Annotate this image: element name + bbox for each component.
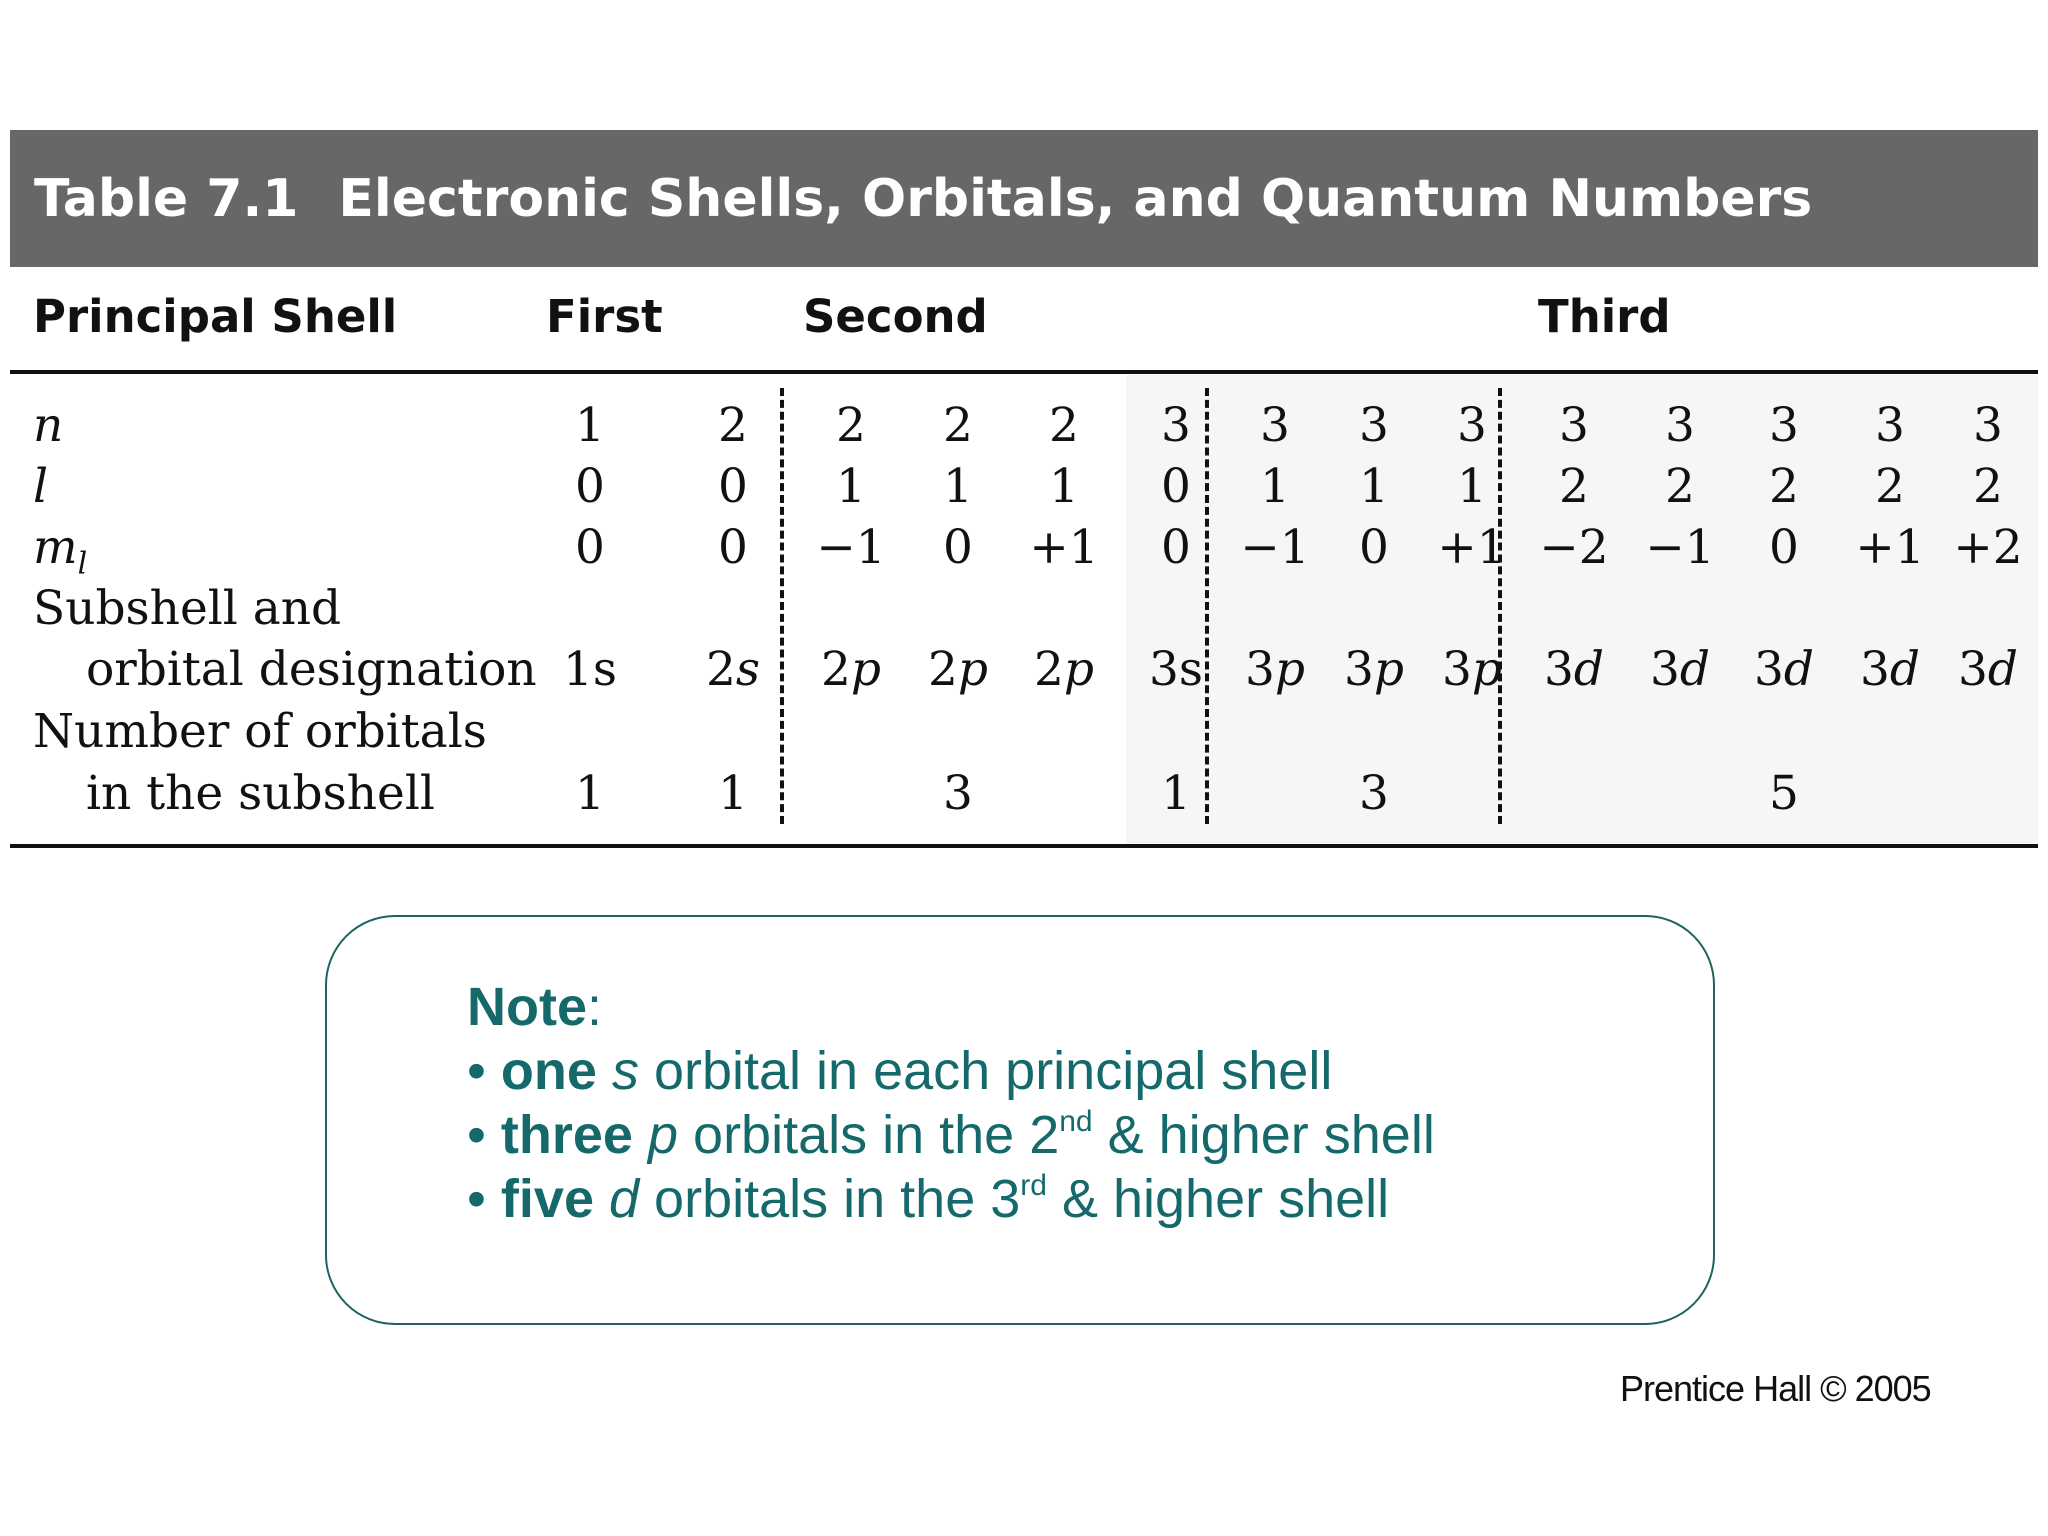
- table-number: Table 7.1: [34, 168, 299, 229]
- row-label-count-2: in the subshell: [86, 766, 435, 821]
- n-value: 3: [1260, 398, 1290, 453]
- l-value: 2: [1559, 459, 1589, 514]
- header-principal-shell: Principal Shell: [33, 290, 398, 343]
- orbital-designation: 2p: [928, 642, 988, 697]
- n-value: 3: [1875, 398, 1905, 453]
- orbital-count: 1: [1161, 766, 1191, 821]
- orbital-designation: 2p: [1034, 642, 1094, 697]
- copyright-credit: Prentice Hall © 2005: [1620, 1368, 1931, 1409]
- orbital-designation: 3p: [1245, 642, 1305, 697]
- l-value: 2: [1769, 459, 1799, 514]
- orbital-count: 1: [718, 766, 748, 821]
- l-value: 1: [836, 459, 866, 514]
- l-value: 0: [575, 459, 605, 514]
- note-heading-line: Note:: [467, 977, 603, 1037]
- subshell-divider: [1205, 388, 1209, 824]
- n-value: 2: [1049, 398, 1079, 453]
- l-value: 2: [1665, 459, 1695, 514]
- ml-value: 0: [1161, 520, 1191, 575]
- orbital-designation: 3p: [1442, 642, 1502, 697]
- note-text: [467, 975, 1435, 1231]
- header-first: First: [546, 290, 663, 343]
- subshell-divider: [780, 388, 784, 824]
- ml-value: +2: [1953, 520, 2023, 575]
- row-label-subshell-1: Subshell and: [33, 581, 342, 636]
- l-value: 0: [718, 459, 748, 514]
- n-value: 3: [1457, 398, 1487, 453]
- row-label-l: l: [33, 459, 49, 514]
- l-value: 0: [1161, 459, 1191, 514]
- orbital-count: 3: [943, 766, 973, 821]
- ml-value: 0: [1769, 520, 1799, 575]
- n-value: 2: [943, 398, 973, 453]
- row-label-subshell-2: orbital designation: [86, 642, 537, 697]
- orbital-designation: 3d: [1860, 642, 1920, 697]
- header-second: Second: [803, 290, 988, 343]
- row-label-ml: $m_l$: [33, 520, 88, 582]
- row-label-count-1: Number of orbitals: [33, 704, 487, 759]
- n-value: 3: [1769, 398, 1799, 453]
- orbital-count: 5: [1769, 766, 1799, 821]
- table-title: Electronic Shells, Orbitals, and Quantum Numbers: [338, 168, 1813, 229]
- l-value: 1: [1049, 459, 1079, 514]
- note-line-one: • one s orbital in each principal shell: [467, 1041, 1333, 1101]
- orbital-designation: 3d: [1650, 642, 1710, 697]
- l-value: 1: [1457, 459, 1487, 514]
- orbital-designation: 3s: [1148, 642, 1204, 697]
- subshell-divider: [1498, 388, 1502, 824]
- orbital-designation: 1s: [562, 642, 618, 697]
- table-title-bar: [10, 130, 2038, 267]
- orbital-designation: 2p: [821, 642, 881, 697]
- ml-value: 0: [718, 520, 748, 575]
- row-label-n: n: [33, 398, 64, 453]
- orbital-designation: 3d: [1544, 642, 1604, 697]
- ml-value: −2: [1539, 520, 1609, 575]
- n-value: 1: [575, 398, 605, 453]
- orbital-count: 1: [575, 766, 605, 821]
- n-value: 3: [1665, 398, 1695, 453]
- ml-value: −1: [1240, 520, 1310, 575]
- ml-value: 0: [1359, 520, 1389, 575]
- ml-value: +1: [1029, 520, 1099, 575]
- orbital-designation: 3d: [1958, 642, 2018, 697]
- n-value: 3: [1161, 398, 1191, 453]
- note-line-three: • three p orbitals in the 2nd & higher shell: [467, 1105, 1435, 1165]
- header-third: Third: [1538, 290, 1671, 343]
- ml-value: −1: [816, 520, 886, 575]
- n-value: 3: [1359, 398, 1389, 453]
- l-value: 1: [1359, 459, 1389, 514]
- ml-value: 0: [943, 520, 973, 575]
- ml-value: −1: [1645, 520, 1715, 575]
- ml-value: +1: [1855, 520, 1925, 575]
- ml-value: 0: [575, 520, 605, 575]
- n-value: 3: [1559, 398, 1589, 453]
- orbital-designation: 3d: [1754, 642, 1814, 697]
- n-value: 3: [1973, 398, 2003, 453]
- orbital-count: 3: [1359, 766, 1389, 821]
- bottom-rule: [10, 844, 2038, 848]
- l-value: 2: [1875, 459, 1905, 514]
- note-line-five: • five d orbitals in the 3rd & higher shell: [467, 1169, 1390, 1229]
- l-value: 1: [1260, 459, 1290, 514]
- ml-value: +1: [1437, 520, 1507, 575]
- orbital-designation: 2s: [705, 642, 761, 697]
- l-value: 1: [943, 459, 973, 514]
- l-value: 2: [1973, 459, 2003, 514]
- n-value: 2: [836, 398, 866, 453]
- n-value: 2: [718, 398, 748, 453]
- top-rule: [10, 370, 2038, 374]
- orbital-designation: 3p: [1344, 642, 1404, 697]
